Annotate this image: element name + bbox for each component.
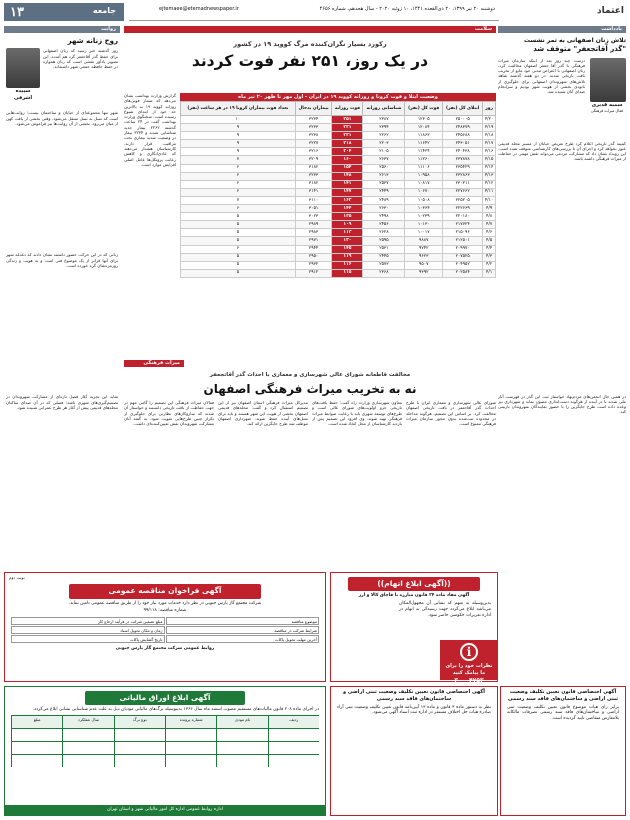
table-cell: ۶ xyxy=(181,188,296,196)
left-title: روح زنانه شهر xyxy=(67,37,118,45)
table-cell: ۲۴۴۹ xyxy=(363,188,405,196)
table-cell: ۹ xyxy=(181,124,296,132)
table-row xyxy=(181,172,496,180)
table-cell: ۶ xyxy=(181,245,296,253)
table-row xyxy=(181,229,496,237)
table-cell: ۲۴۵۶۸۸ xyxy=(443,132,483,140)
table-cell: ۱۱۹ xyxy=(332,253,363,261)
table-row xyxy=(181,237,496,245)
heritage-headline-block xyxy=(124,372,496,398)
indictment-body: بدین‌وسیله به متهم که نشانی آن مجهول‌المکان می‌باشد ابلاغ می‌گردد جهت رسیدگی به اتهام در اداره تعزیرات حکومتی حاضر شود. xyxy=(399,601,491,618)
table-cell: ۱۱۵ xyxy=(332,269,363,277)
table-cell: ۲۱۵۰۹۶ xyxy=(443,229,483,237)
tax-column-header: ردیف xyxy=(268,716,319,728)
table-cell: ۴/۸ xyxy=(483,213,496,221)
table-cell: ۵ xyxy=(181,237,296,245)
left-column xyxy=(4,26,120,526)
table-cell: ۲۲۷۶۶۲ xyxy=(443,188,483,196)
table-cell: ۴/۶ xyxy=(483,229,496,237)
table-cell: ۹۸۸۷ xyxy=(405,237,443,245)
table-cell: ۲۰۲۵۸۴ xyxy=(443,269,483,277)
tender-title: آگهی فراخوان مناقصه عمومی xyxy=(69,584,261,598)
left-rail: روایت xyxy=(4,26,120,33)
table-cell: ۳۲۲۷ xyxy=(295,140,332,148)
table-cell: ۹۳۹۲ xyxy=(405,269,443,277)
table-cell: ۱۰۰۱۷ xyxy=(405,229,443,237)
table-cell: ۲۱۰۵ xyxy=(363,148,405,156)
table-cell: ۳۱۴۱ xyxy=(295,188,332,196)
registry-right-body: برابر رای هیات موضوع قانون تعیین تکلیف وضعیت ثبتی اراضی و ساختمان‌های فاقد سند رسمی تصرفات مالکانه بلامعارض متقاضی تایید گردیده است. xyxy=(507,704,619,722)
section-name: جامعه xyxy=(92,6,116,15)
table-cell: ۱۲۳۰۵ xyxy=(405,116,443,124)
table-cell: ۴/۱۴ xyxy=(483,164,496,172)
table-cell: ۴/۴ xyxy=(483,245,496,253)
table-cell: ۲۱۲۵۰۱ xyxy=(443,237,483,245)
registry-mid-body: نظر به دستور ماده ۳ قانون و ماده ۱۳ آیین‌نامه قانون تعیین تکلیف وضعیت ثبتی آراء صادره هیات حل اختلاف مستقر در اداره ثبت اسناد آگهی می‌شود. xyxy=(337,704,491,716)
covid-stats-table xyxy=(180,101,496,278)
table-cell: ۲۳۹۴ xyxy=(363,124,405,132)
table-cell: ۱۰۵۰۸ xyxy=(405,196,443,204)
table-cell: ۲۵۳۱ xyxy=(363,245,405,253)
table-row xyxy=(181,213,496,221)
table-cell: ۴/۱۶ xyxy=(483,148,496,156)
table-cell: ۱۴۴ xyxy=(332,205,363,213)
tender-cell: موضوع مناقصه xyxy=(166,617,320,625)
table-cell: ۲۴۹۸ xyxy=(363,213,405,221)
table-cell: ۲۹۸۹ xyxy=(295,221,332,229)
table-cell: ۳۲۳۳ xyxy=(295,172,332,180)
table-cell: ۹ xyxy=(181,132,296,140)
heritage-col-4: فعالان میراث فرهنگی این تصمیم را گامی مهم در جهت حفاظت از بافت تاریخی دانستند و خواستار آن شدند که سازوکارهای نظارتی برای جلوگیری از تکرار چنین طرح‌هایی تقویت شود. به گفته آنان مشارکت شهروندان نقش تعیین‌کننده‌ای داشت. xyxy=(124,400,214,427)
table-cell: ۲۱۷۷۲۴ xyxy=(443,221,483,229)
table-row xyxy=(181,188,496,196)
table-header-row xyxy=(181,102,496,116)
table-row xyxy=(181,140,496,148)
right-column xyxy=(498,26,626,776)
table-cell: ۳۲۳۳ xyxy=(295,124,332,132)
heritage-headline: نه به تخریب میراث فرهنگی اصفهان xyxy=(203,382,417,397)
table-cell: ۴/۱۲ xyxy=(483,180,496,188)
right-body-2: کمیته گذر تاریخی اعلام کرد طرح تعریض خیابان از مسیر محله قدیمی عبور نخواهد کرد و اجرای آن تا بررسی‌های کارشناسی متوقف شده است. این رویداد نشان داد که مشارکت مردمی می‌تواند نقش مهمی در حفاظت از میراث فرهنگی داشته باشد. xyxy=(498,140,626,162)
left-body-3: زنانی که در این حرکت حضور داشتند نشان دادند که دغدغه شهر برای آنها فراتر از یک موضوع فنی است و به هویت و زندگی روزمره‌شان گره خورده است. xyxy=(6,252,118,269)
table-column-header: ابتلای کل (نفر) xyxy=(443,102,483,116)
table-cell: ۳۰۲۳ xyxy=(295,213,332,221)
table-cell: ۲۳۸۷ xyxy=(363,116,405,124)
table-cell: ۲۴۳۰۵۱ xyxy=(443,140,483,148)
table-column-header: فوت روزانه xyxy=(332,102,363,116)
table-cell: ۷ xyxy=(181,196,296,204)
table-row xyxy=(181,269,496,277)
table-cell: ۴/۱۸ xyxy=(483,132,496,140)
tax-table-row xyxy=(11,728,319,741)
table-cell: ۲۴۴۵ xyxy=(363,253,405,261)
table-cell: ۵ xyxy=(181,253,296,261)
table-cell: ۱۱۳ xyxy=(332,229,363,237)
table-body xyxy=(181,116,496,278)
tax-footer: اداره روابط عمومی اداره کل امور مالیاتی شهر و استان تهران xyxy=(5,805,325,815)
table-cell: ۶ xyxy=(181,172,296,180)
table-cell: ۱۰ xyxy=(181,116,296,124)
table-cell: ۱۴۸ xyxy=(332,172,363,180)
table-cell: ۴/۱۵ xyxy=(483,156,496,164)
table-cell: ۳۲۱۶ xyxy=(295,148,332,156)
table-cell: ۴/۷ xyxy=(483,221,496,229)
tax-column-header: نام مودی xyxy=(216,716,267,728)
table-cell: ۶ xyxy=(181,205,296,213)
table-cell: ۳۰۵۱ xyxy=(295,205,332,213)
table-column-header: تعداد فوت بیماران کرونا ۱۹ در هر ساعت (نفر) xyxy=(181,102,296,116)
right-author-note: فعال میراث فرهنگی xyxy=(590,108,624,114)
table-column-header: شناسایی روزانه xyxy=(363,102,405,116)
table-cell: ۶ xyxy=(181,180,296,188)
table-cell: ۱۲۵ xyxy=(332,213,363,221)
table-cell: ۴/۳ xyxy=(483,253,496,261)
table-cell: ۲۲۶۲ xyxy=(363,132,405,140)
table-cell: ۴/۹ xyxy=(483,205,496,213)
sms-box xyxy=(440,640,498,684)
table-cell: ۱۰۲۳۹ xyxy=(405,213,443,221)
table-cell: ۷ xyxy=(181,156,296,164)
right-author: سمیه قدیری xyxy=(591,101,623,108)
tax-title: آگهی ابلاغ اوراق مالیاتی xyxy=(85,691,245,705)
right-rail: یادداشت xyxy=(498,26,626,33)
table-cell: ۲۲۱ xyxy=(332,132,363,140)
table-cell: ۳۱۱۰ xyxy=(295,196,332,204)
table-cell: ۲۳۰۲۱۱ xyxy=(443,180,483,188)
table-cell: ۱۱۲۶۰ xyxy=(405,156,443,164)
table-cell: ۲۵۹۵ xyxy=(363,237,405,245)
table-cell: ۲۳۲۸۶۳ xyxy=(443,172,483,180)
table-cell: ۵ xyxy=(181,261,296,269)
tender-line-2: شماره مناقصه: ۹۹/۱۱۸ xyxy=(143,608,187,614)
table-cell: ۴/۱۰ xyxy=(483,196,496,204)
table-cell: ۲۱۸ xyxy=(332,140,363,148)
table-cell: ۴/۵ xyxy=(483,237,496,245)
table-row xyxy=(181,132,496,140)
table-cell: ۱۱۴۲۴ xyxy=(405,148,443,156)
table-row xyxy=(181,164,496,172)
table-cell: ۲۵۱ xyxy=(332,116,363,124)
table-cell: ۴/۲۰ xyxy=(483,116,496,124)
header-info xyxy=(129,3,499,21)
table-cell: ۲۶۳۰ xyxy=(363,205,405,213)
date-line: دوشنبه ۲۰ تیر ۱۳۹۹، ۲۰ ذی‌القعده ۱۴۴۱، ۱۰ ژوئیه ۲۰۲۰ - سال هجدهم، شماره ۴۶۵۶ xyxy=(319,6,495,12)
table-cell: ۲۰۷۵۲۵ xyxy=(443,253,483,261)
health-rail: سلامت xyxy=(124,26,496,33)
table-cell: ۲۰۹۹۷۰ xyxy=(443,245,483,253)
table-cell: ۴/۱۱ xyxy=(483,188,496,196)
table-cell: ۲۹۵۰ xyxy=(295,253,332,261)
table-cell: ۲۳۷۸۷۸ xyxy=(443,156,483,164)
table-cell: ۲۰۴ xyxy=(332,148,363,156)
tax-column-header: مبلغ xyxy=(11,716,62,728)
table-cell: ۵ xyxy=(181,269,296,277)
table-cell: ۵ xyxy=(181,221,296,229)
table-row xyxy=(181,253,496,261)
table-cell: ۱۰۶۷۰ xyxy=(405,188,443,196)
table-row xyxy=(181,180,496,188)
tax-table-row xyxy=(11,754,319,767)
table-cell: ۲۴۵۶ xyxy=(363,221,405,229)
covid-table xyxy=(180,93,496,355)
newspaper-logo: اعتماد xyxy=(597,6,624,16)
main-headline-block xyxy=(124,40,496,72)
table-cell: ۹۵۰۷ xyxy=(405,261,443,269)
table-cell: ۱۶۰ xyxy=(332,156,363,164)
table-cell: ۵ xyxy=(181,213,296,221)
tender-cell: زمان و مکان تحویل اسناد xyxy=(11,626,165,634)
tax-column-header: نوع برگ xyxy=(114,716,165,728)
table-cell: ۱۶۲ xyxy=(332,196,363,204)
table-cell: ۲۳۶۸ xyxy=(363,269,405,277)
table-cell: ۶ xyxy=(181,164,296,172)
table-row xyxy=(181,221,496,229)
table-column-header: بیماران بدحال xyxy=(295,102,332,116)
table-cell: ۴/۱۹ xyxy=(483,124,496,132)
tender-line-1: شرکت مجتمع گاز پارس جنوبی در نظر دارد خدمات مورد نیاز خود را از طریق مناقصه عمومی تامین نماید. xyxy=(68,600,262,606)
table-cell: ۲۴۸۹ xyxy=(363,196,405,204)
table-cell: ۱۰۸۱۷ xyxy=(405,180,443,188)
tender-ad xyxy=(4,572,326,682)
tax-column-header: شماره پرونده xyxy=(165,716,216,728)
brand-block xyxy=(506,3,626,21)
left-body-2: شهر تنها مجموعه‌ای از خیابان و ساختمان نیست؛ روایت‌هایی است که نسل به نسل منتقل می‌شود. وقتی بخشی از بافت کهن از میان می‌رود، بخشی از آن روایت‌ها نیز فراموش می‌شود. xyxy=(6,110,118,127)
table-cell: ۲۶۳۷ xyxy=(363,156,405,164)
table-cell: ۲۰۴۹۵۲ xyxy=(443,261,483,269)
table-cell: ۱۱۸۶۳ xyxy=(405,132,443,140)
page-number-block xyxy=(4,3,124,21)
table-row xyxy=(181,205,496,213)
tender-cell: تاریخ گشایش پاکات xyxy=(11,635,165,643)
tender-footer: روابط عمومی شرکت مجتمع گاز پارس جنوبی xyxy=(115,646,215,652)
table-cell: ۲۹۷۱ xyxy=(295,237,332,245)
table-cell: ۱۵۴ xyxy=(332,164,363,172)
left-body-4: شاید این تجربه آغاز فصل تازه‌ای از مشارکت شهروندان در تصمیم‌گیری‌های شهری باشد؛ فصلی که در آن صدای ساکنان محله‌های قدیمی پیش از آغاز هر طرح عمرانی شنیده شود. xyxy=(6,394,118,411)
table-cell: ۲۲۲۶۶۹ xyxy=(443,205,483,213)
table-cell: ۲۵۷۳ xyxy=(363,261,405,269)
right-author-photo xyxy=(590,58,626,102)
table-row xyxy=(181,196,496,204)
table-column-header: روز xyxy=(483,102,496,116)
heritage-col-3: مدیرکل میراث فرهنگی استان اصفهان نیز از این تصمیم استقبال کرد و گفت: محله‌های قدیمی اصفهان بخشی از هویت این شهر هستند و باید برای نسل‌های آینده حفظ شوند. شهرداری اصفهان موظف شد طرح جایگزین ارائه کند. xyxy=(218,400,308,427)
table-cell: ۳۱۸۲ xyxy=(295,180,332,188)
tax-table-header xyxy=(11,715,319,728)
table-cell: ۲۳۵۴۲۹ xyxy=(443,164,483,172)
table-row xyxy=(181,116,496,124)
table-cell: ۳۱۸۲ xyxy=(295,164,332,172)
tender-cell: شرایط شرکت در مناقصه xyxy=(166,626,320,634)
table-cell: ۲۹۳۲ xyxy=(295,261,332,269)
table-row xyxy=(181,124,496,132)
table-cell: ۹۶۲۳ xyxy=(405,253,443,261)
tax-body: در اجرای ماده ۲۰۸ قانون مالیات‌های مستقیم مصوب اسفند ماه سال ۱۳۶۶ بدینوسیله برگ‌های مالیاتی مودیان ذیل به علت عدم شناسایی نشانی ابلاغ می‌گردد. xyxy=(32,707,319,713)
table-cell: ۹ xyxy=(181,140,296,148)
indictment-title: ((آگهی ابلاغ اتهام)) xyxy=(348,577,481,591)
page-header xyxy=(4,3,626,23)
main-headline: در یک روز، ۲۵۱ نفر فوت کردند xyxy=(191,51,429,70)
table-cell: ۲۹۸۳ xyxy=(295,229,332,237)
table-cell: ۳۲۳۴ xyxy=(295,116,332,124)
table-cell: ۹۷۴۲ xyxy=(405,245,443,253)
heritage-col-1: شورای عالی شهرسازی و معماری ایران با طرح احداث گذر آقاجعفر در بافت تاریخی اصفهان مخالفت کرد. بر اساس این تصمیم، هرگونه مداخله در محدوده ثبت‌شده بدون مجوز سازمان میراث فرهنگی ممنوع است. xyxy=(406,400,496,427)
table-cell: ۱۲۰۸۴ xyxy=(405,124,443,132)
table-cell: ۲۵۶۰ xyxy=(363,164,405,172)
sms-number[interactable]: ۳۰۰۰۴۷۵۳ xyxy=(454,676,484,684)
table-cell: ۱۱۱۰۶ xyxy=(405,164,443,172)
registry-mid-title: آگهی اختصاصی قانون تعیین تکلیف وضعیت ثبتی اراضی و ساختمان‌های فاقد سند رسمی xyxy=(343,689,485,702)
table-row xyxy=(181,245,496,253)
table-cell: ۱۳۰ xyxy=(332,237,363,245)
main-side-text: گزارش وزارت بهداشت نشان می‌دهد که شمار فوتی‌های روزانه کووید ۱۹ به بالاترین حد خود از ابتدای شیوع رسیده است. سخنگوی وزارت بهداشت گفت در ۲۴ ساعت گذشته ۲۲۶۲ بیمار جدید شناسایی شدند و ۳۲۳۴ بیمار در وضعیت شدید بیماری تحت مراقبت قرار دارند. کارشناسان هشدار می‌دهند که عادی‌انگاری و کاهش رعایت پروتکل‌ها عامل اصلی افزایش موارد است. xyxy=(124,93,176,167)
tender-cell: آخرین مهلت تحویل پاکات xyxy=(166,635,320,643)
tax-ad xyxy=(4,686,326,816)
table-cell: ۲۴۰۴۳۸ xyxy=(443,148,483,156)
tax-table-row xyxy=(11,741,319,754)
table-row xyxy=(181,156,496,164)
table-cell: ۱۱۶ xyxy=(332,261,363,269)
table-cell: ۱۰۳۶۴ xyxy=(405,205,443,213)
table-cell: ۲۹۱۲ xyxy=(295,269,332,277)
table-cell: ۲۹۴۴ xyxy=(295,245,332,253)
right-subhead: "گذر آقاتجعفر" متوقف شد xyxy=(533,45,626,54)
table-cell: ۴/۲ xyxy=(483,261,496,269)
table-cell: ۴/۱۷ xyxy=(483,140,496,148)
table-cell: ۹ xyxy=(181,148,296,156)
table-cell: ۱۴۷ xyxy=(332,188,363,196)
heritage-rail: میراث فرهنگی xyxy=(124,360,184,367)
table-cell: ۲۲۰۱۸۰ xyxy=(443,213,483,221)
heritage-body xyxy=(124,400,496,570)
author-photo xyxy=(6,48,40,88)
table-cell: ۲۵۰۰۰۵ xyxy=(443,116,483,124)
table-title: وضعیت ابتلا و فوت کرونا و روزانه کووید ۱۹ در ایران - اول مهر تا ظهر ۲۰ تیر ماه xyxy=(180,93,496,101)
table-cell: ۲۲۱ xyxy=(332,124,363,132)
info-icon: i xyxy=(460,643,478,661)
indictment-line: آگهی مفاد ماده ۲۴ قانون مبارزه با قاچاق کالا و ارز xyxy=(358,593,470,599)
table-cell: ۵ xyxy=(181,229,296,237)
tender-note: نوبت دوم xyxy=(9,575,25,580)
page-number: ۱۳ xyxy=(10,5,24,20)
sms-label: نظرات خود را برای ما پیامک کنید xyxy=(445,663,493,676)
heritage-col-2: معاون شهرسازی وزارت راه گفت: حفظ بافت‌های تاریخی جزو اولویت‌های شورای عالی است و طرح‌های توسعه شهری باید با رعایت ضوابط میراث فرهنگی تهیه شوند. وی افزود این تصمیم پس از بازدید کارشناسان از محل اتخاذ شده است. xyxy=(312,400,402,427)
table-cell: ۳۲۳۸ xyxy=(295,132,332,140)
tax-column-header: سال عملکرد xyxy=(62,716,113,728)
registry-ad-right xyxy=(500,686,626,816)
table-cell: ۲۴۸۳۷۹ xyxy=(443,124,483,132)
main-kicker: رکورد بسیار نگران‌کننده مرگ کووید ۱۹ در کشور xyxy=(233,40,387,48)
table-column-header: فوت کل (نفر) xyxy=(405,102,443,116)
table-row xyxy=(181,261,496,269)
table-cell: ۱۰۹ xyxy=(332,221,363,229)
table-cell: ۴/۱ xyxy=(483,269,496,277)
table-row xyxy=(181,148,496,156)
table-cell: ۲۲۰۳ xyxy=(363,140,405,148)
heritage-kicker: مخالفت قاطعانه شورای عالی شهرسازی و معماری با احداث گذر آقاتجعفر xyxy=(209,372,411,378)
table-cell: ۲۶۲۸ xyxy=(363,229,405,237)
table-cell: ۲۵۳۷ xyxy=(363,180,405,188)
table-cell: ۱۴۵ xyxy=(332,245,363,253)
table-cell: ۱۰۱۳۰ xyxy=(405,221,443,229)
right-headline: تلاش زنان اصفهانی به ثمر نشست xyxy=(523,37,626,44)
section-email[interactable]: ejtemaee@etemadnewspaper.ir xyxy=(159,6,239,12)
tender-grid xyxy=(11,617,319,643)
left-author: سپیده اشرفی xyxy=(13,88,33,102)
table-cell: ۱۱۶۴۲ xyxy=(405,140,443,148)
table-cell: ۱۰۹۵۸ xyxy=(405,172,443,180)
table-cell: ۳۲۰۹ xyxy=(295,156,332,164)
tender-cell: مبلغ تضمین شرکت در فرآیند ارجاع کار xyxy=(11,617,165,625)
right-body-1: درست چند روز بعد از اینکه سازمان میراث فرهنگی با گذر آقا جعفر اصفهان مخالفت کرد، زنان اصفهانی با اعتراض مدنی خود مانع از تخریب بافت تاریخی شدند. در دو هفته گذشته شاهد تلاش‌های شهروندان اصفهانی برای جلوگیری از نابودی بخشی از هویت شهر بودیم و سرانجام صدای آنان شنیده شد. xyxy=(498,57,585,95)
registry-right-title: آگهی اختصاصی قانون تعیین تکلیف وضعیت ثبتی اراضی و ساختمان‌های فاقد سند رسمی xyxy=(508,689,618,702)
table-cell: ۲۶۱۳ xyxy=(363,172,405,180)
table-cell: ۲۲۵۲۰۵ xyxy=(443,196,483,204)
left-body-1: روز گذشته خبر رسید که زنان اصفهانی برای حفظ گذر آقاجعفر گرد هم آمدند. این تصویر یادآور نقشی است که زنان همواره در حفظ حافظه جمعی شهر داشته‌اند. xyxy=(43,48,118,70)
right-body-3: در همین حال انجمن‌های مردم‌نهاد خواستار ثبت این گذر در فهرست آثار ملی شدند تا در آینده از هرگونه دست‌اندازی مصون بماند و شهرداری نیز وعده داده است طرح جایگزین را با حضور نمایندگان شهروندان بازبینی کند. xyxy=(498,393,626,415)
table-cell: ۱۴۱ xyxy=(332,180,363,188)
table-cell: ۴/۱۳ xyxy=(483,172,496,180)
registry-ad-mid xyxy=(330,686,498,816)
